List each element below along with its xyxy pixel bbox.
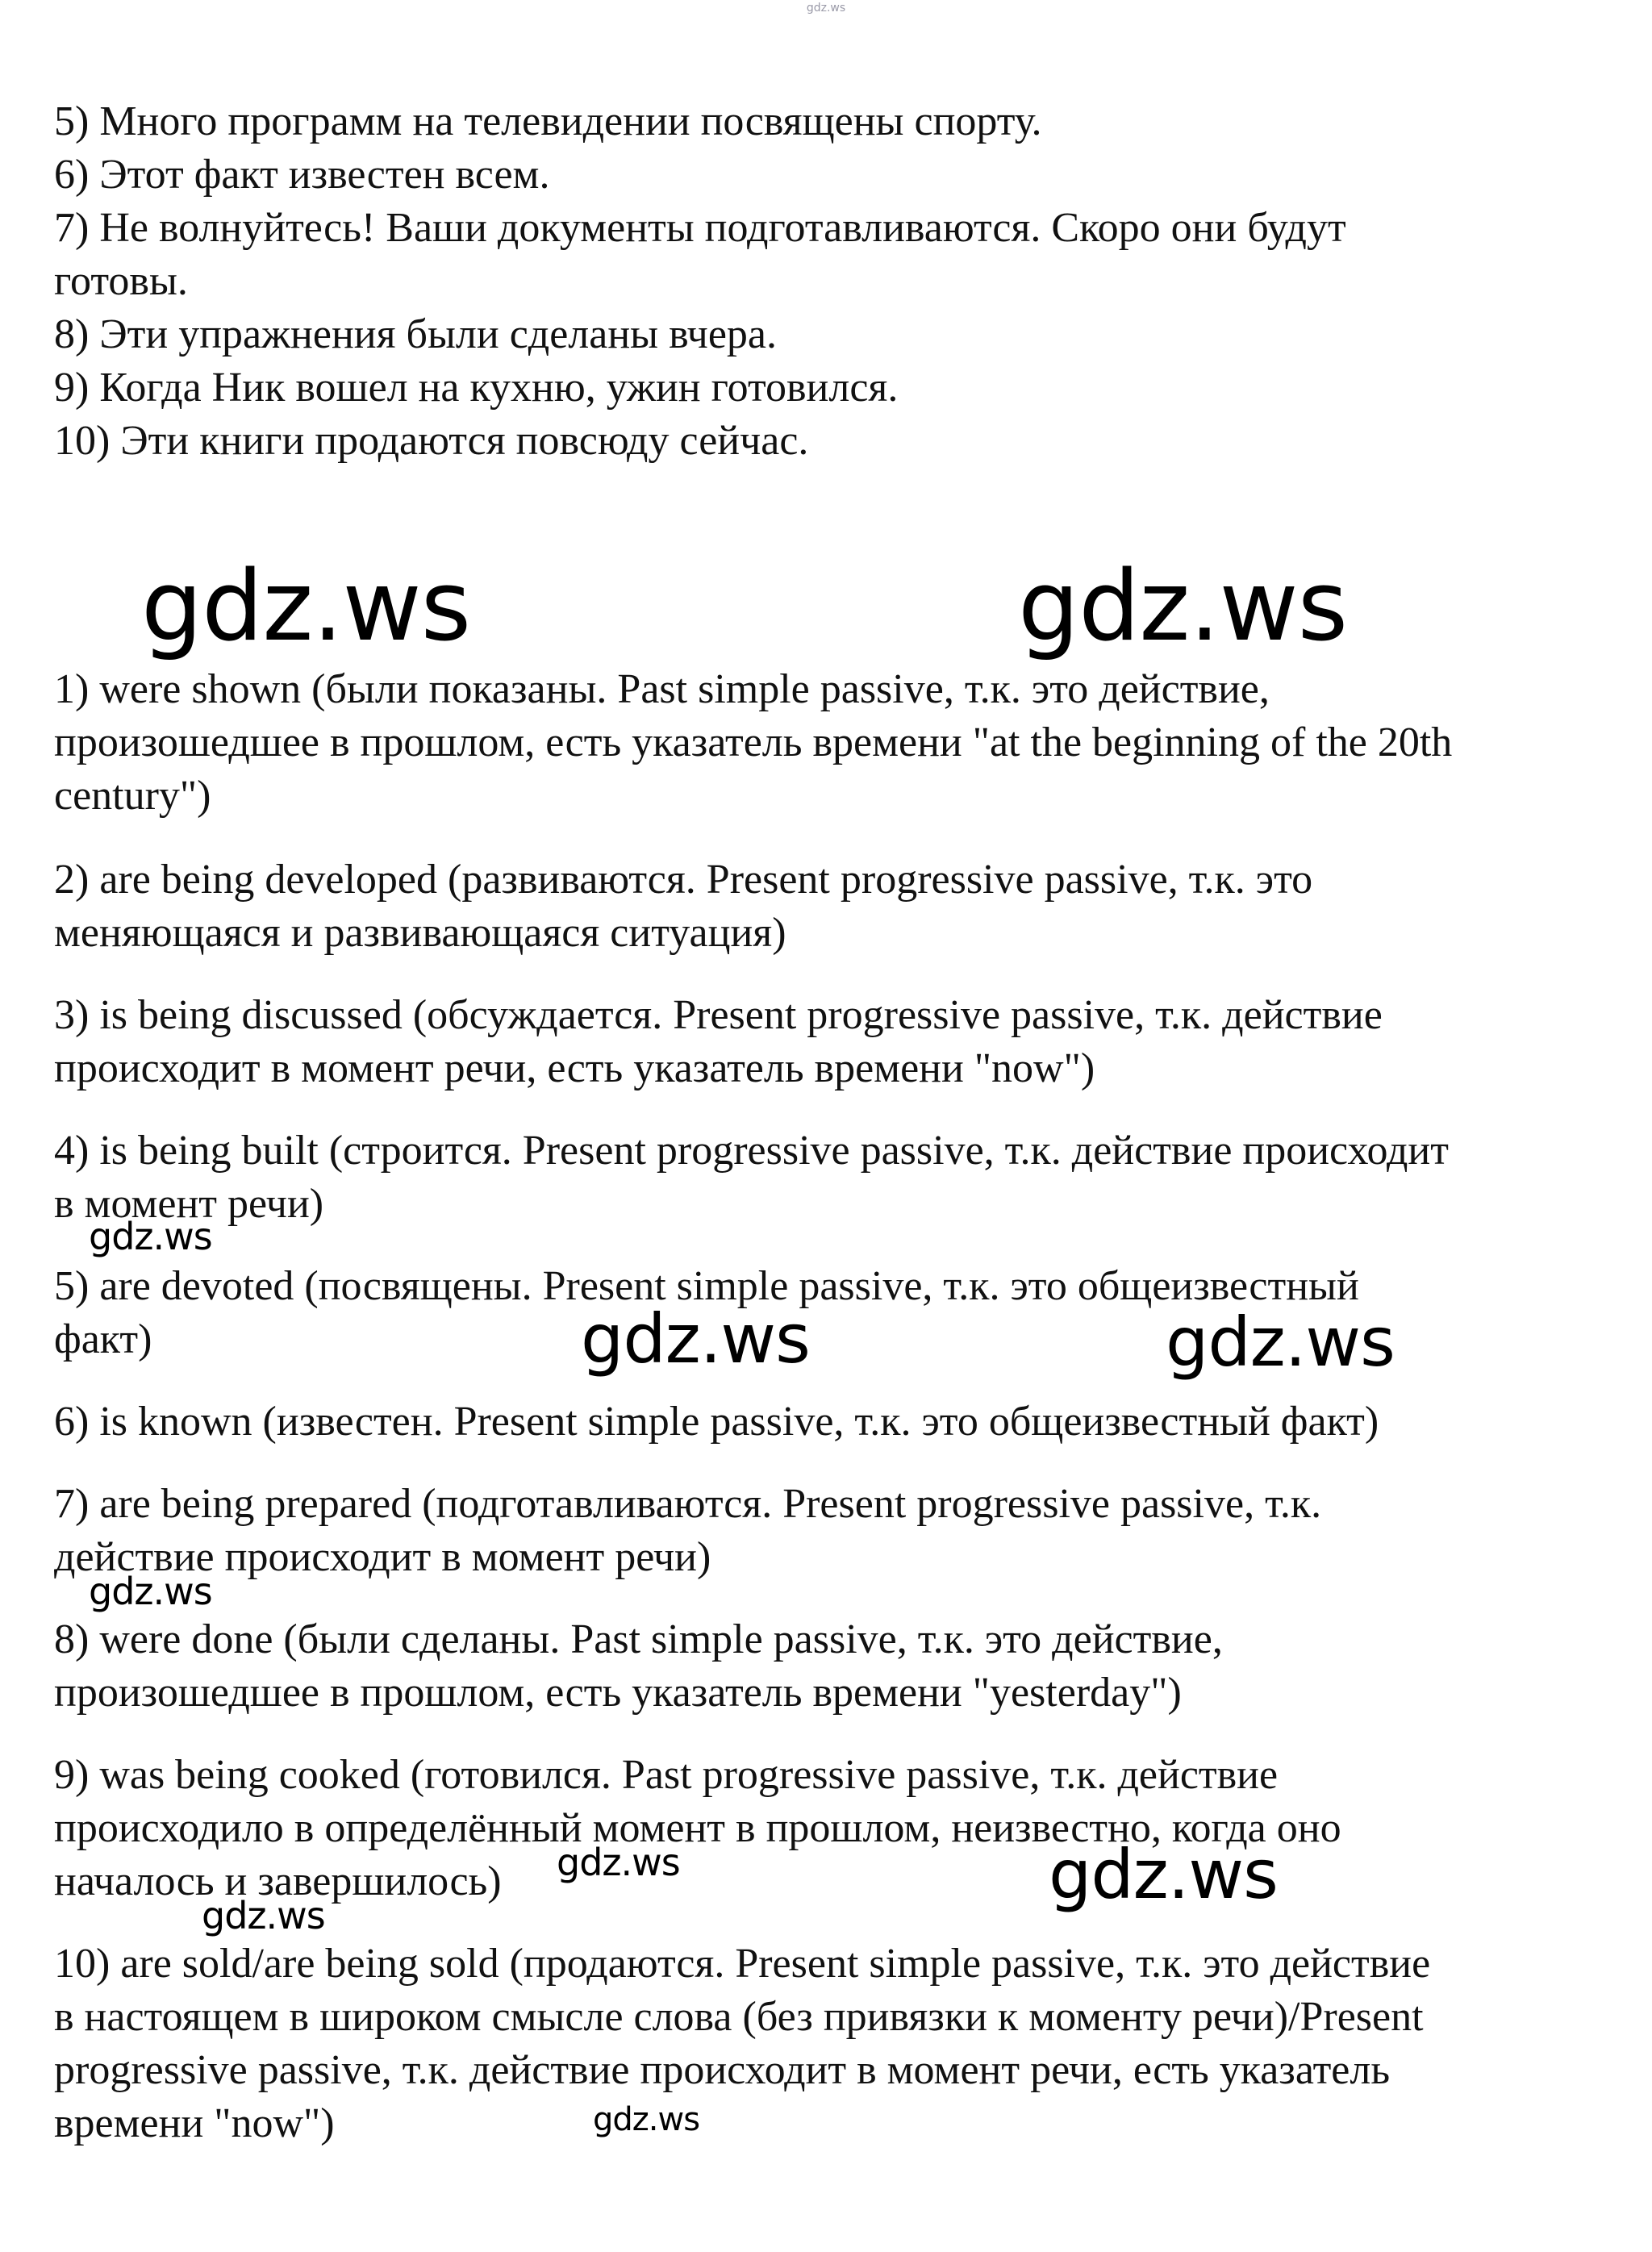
watermark: gdz.ws: [1049, 1835, 1278, 1914]
translation-line: готовы.: [54, 258, 188, 304]
answer-8-line: 8) were done (были сделаны. Past simple passive, т.к. это действие,: [54, 1616, 1223, 1662]
answer-3-line: происходит в момент речи, есть указатель времени "now"): [54, 1045, 1095, 1091]
answer-5-line: факт): [54, 1316, 152, 1362]
translation-line: 5) Много программ на телевидении посвящены спорту.: [54, 98, 1042, 144]
watermark: gdz.ws: [89, 1570, 212, 1613]
header-watermark: gdz.ws: [806, 2, 846, 15]
watermark: gdz.ws: [593, 2101, 700, 2138]
answer-7-line: 7) are being prepared (подготавливаются. Present progressive passive, т.к.: [54, 1481, 1322, 1527]
watermark: gdz.ws: [581, 1299, 810, 1378]
translation-line: 7) Не волнуйтесь! Ваши документы подготавливаются. Скоро они будут: [54, 205, 1346, 251]
translation-line: 10) Эти книги продаются повсюду сейчас.: [54, 418, 809, 464]
watermark: gdz.ws: [202, 1894, 325, 1937]
watermark: gdz.ws: [1166, 1303, 1395, 1382]
answer-9-line: 9) was being cooked (готовился. Past progressive passive, т.к. действие: [54, 1752, 1279, 1798]
answer-6-line: 6) is known (известен. Present simple passive, т.к. это общеизвестный факт): [54, 1399, 1379, 1445]
answer-9-line: происходило в определённый момент в прошлом, неизвестно, когда оно: [54, 1805, 1341, 1851]
answer-4-line: 4) is being built (строится. Present progressive passive, т.к. действие происходит: [54, 1128, 1449, 1174]
watermark: gdz.ws: [141, 551, 471, 663]
answer-7-line: действие происходит в момент речи): [54, 1534, 711, 1580]
answer-9-line: началось и завершилось): [54, 1858, 502, 1904]
translation-line: 6) Этот факт известен всем.: [54, 152, 550, 198]
translation-line: 9) Когда Ник вошел на кухню, ужин готовился.: [54, 365, 899, 411]
watermark: gdz.ws: [1018, 551, 1348, 663]
answer-10-line: 10) are sold/are being sold (продаются. Present simple passive, т.к. это действие: [54, 1941, 1431, 1987]
answer-2-line: меняющаяся и развивающаяся ситуация): [54, 910, 786, 956]
watermark: gdz.ws: [557, 1841, 680, 1884]
answer-10-line: progressive passive, т.к. действие происходит в момент речи, есть указатель: [54, 2047, 1391, 2093]
answer-2-line: 2) are being developed (развиваются. Present progressive passive, т.к. это: [54, 857, 1313, 903]
answer-1-line: 1) were shown (были показаны. Past simple passive, т.к. это действие,: [54, 666, 1270, 712]
answer-1-line: century"): [54, 773, 211, 819]
answer-3-line: 3) is being discussed (обсуждается. Present progressive passive, т.к. действие: [54, 992, 1383, 1038]
answer-10-line: в настоящем в широком смысле слова (без привязки к моменту речи)/Present: [54, 1994, 1424, 2040]
answer-5-line: 5) are devoted (посвящены. Present simple passive, т.к. это общеизвестный: [54, 1263, 1359, 1309]
answer-4-line: в момент речи): [54, 1181, 324, 1227]
answer-10-line: времени "now"): [54, 2100, 335, 2146]
answer-8-line: произошедшее в прошлом, есть указатель времени "yesterday"): [54, 1670, 1182, 1716]
translation-line: 8) Эти упражнения были сделаны вчера.: [54, 311, 777, 357]
answer-1-line: произошедшее в прошлом, есть указатель времени "at the beginning of the 20th: [54, 719, 1453, 765]
watermark: gdz.ws: [89, 1215, 212, 1258]
